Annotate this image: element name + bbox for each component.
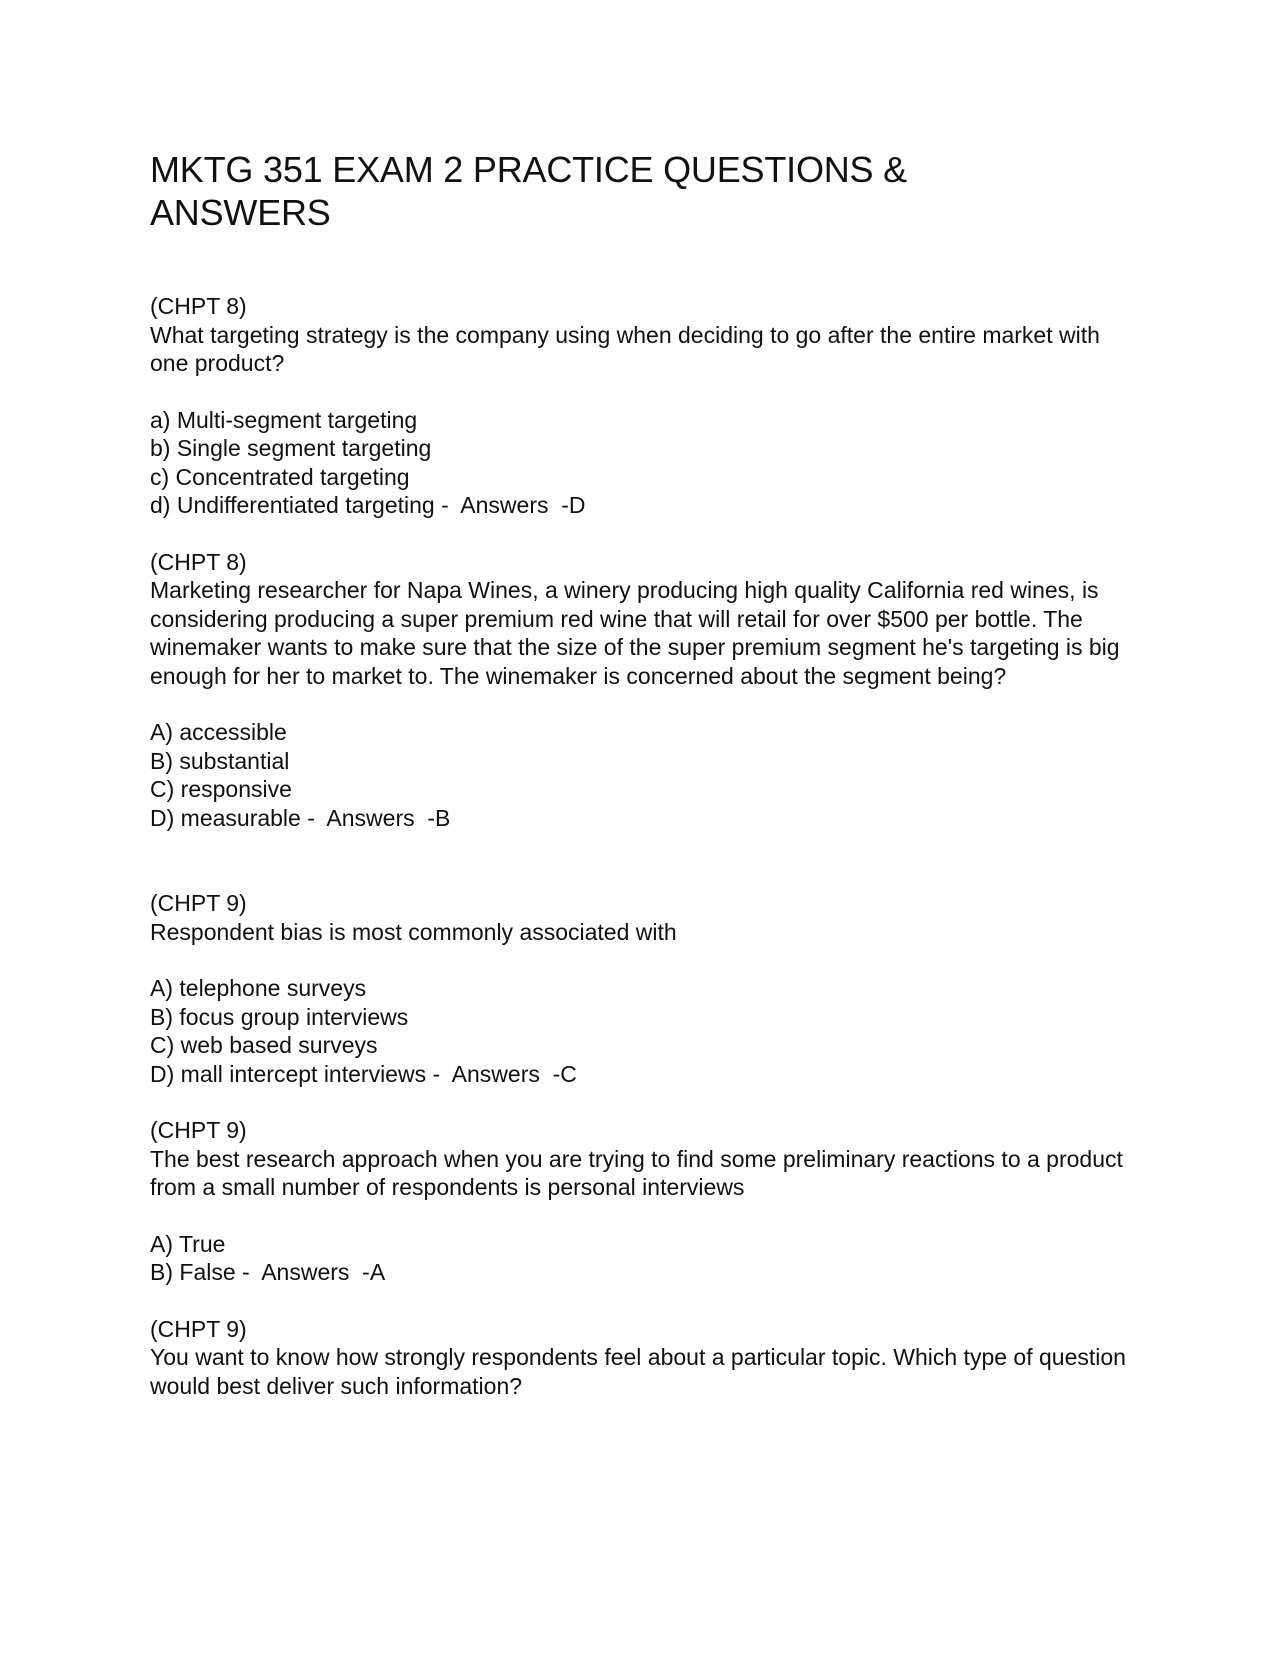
question-3 (150, 889, 1130, 1088)
question-4 (150, 1116, 1130, 1287)
answer-option: B) focus group interviews (150, 1003, 409, 1030)
question-stem: The best research approach when you are trying to find some preliminary reactions to a product from a small number of respondents is personal interviews (150, 1145, 1123, 1200)
question-chapter: (CHPT 9) (150, 1117, 247, 1143)
answer-option: c) Concentrated targeting (150, 463, 410, 490)
answer-options (150, 974, 1130, 1088)
answer-options (150, 406, 1130, 520)
answer-option-text: D) measurable (150, 804, 301, 831)
answer-option-text: d) Undifferentiated targeting (150, 492, 435, 518)
answer-options (150, 718, 1130, 832)
question-stem: Respondent bias is most commonly associated with (150, 918, 677, 945)
answer-key: - Answers -A (235, 1259, 386, 1285)
answer-option: A) True (150, 1230, 226, 1257)
document-title: MKTG 351 EXAM 2 PRACTICE QUESTIONS & ANSWERS (150, 149, 907, 233)
question-5 (150, 1315, 1130, 1401)
question-chapter: (CHPT 8) (150, 548, 247, 575)
answer-key: - Answers -C (426, 1060, 577, 1087)
answer-option-text: B) False (150, 1259, 236, 1285)
answer-option-last (150, 1258, 1130, 1287)
answer-option: B) substantial (150, 747, 290, 774)
answer-option: C) web based surveys (150, 1032, 378, 1058)
answer-option-text: D) mall intercept interviews (150, 1060, 427, 1087)
question-chapter: (CHPT 9) (150, 890, 247, 916)
question-list (150, 292, 1130, 1400)
answer-option-last (150, 1060, 1130, 1089)
answer-key: - Answers -B (300, 804, 451, 831)
answer-option-last (150, 804, 1130, 833)
answer-option: b) Single segment targeting (150, 435, 432, 461)
document-page (150, 148, 1130, 1400)
answer-option: a) Multi-segment targeting (150, 406, 418, 433)
question-stem: What targeting strategy is the company using when deciding to go after the entire market with one product? (150, 321, 1100, 376)
answer-key: - Answers -D (434, 492, 586, 518)
answer-option: A) telephone surveys (150, 975, 367, 1001)
answer-options (150, 1230, 1130, 1287)
question-stem: You want to know how strongly respondents feel about a particular topic. Which type of question would best deliver such information? (150, 1344, 1126, 1399)
question-1 (150, 292, 1130, 520)
question-chapter: (CHPT 8) (150, 293, 247, 319)
question-chapter: (CHPT 9) (150, 1315, 247, 1342)
answer-option-last (150, 491, 1130, 520)
answer-option: A) accessible (150, 719, 287, 745)
question-2 (150, 548, 1130, 833)
question-stem: Marketing researcher for Napa Wines, a winery producing high quality California red wines, is considering producing a super premium red wine that will retail for over $500 per bottle. The winemaker wants to make sure that the size of the super premium segment he's targeting is big enough for her to market to. The winemaker is concerned about the segment being? (150, 577, 1120, 689)
answer-option: C) responsive (150, 776, 292, 802)
